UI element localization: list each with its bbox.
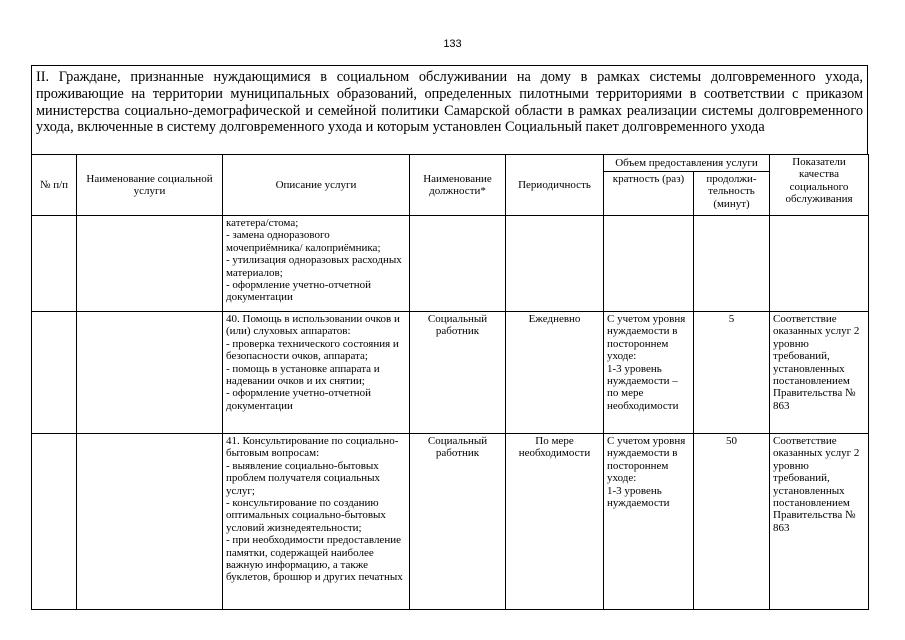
cell-num	[32, 312, 77, 434]
cell-position: Социальный работник	[410, 312, 506, 434]
description-line: - выявление социально-бытовых проблем получателя социальных услуг;	[226, 459, 381, 497]
description-line: - проверка технического состояния и безопасности очков, аппарата;	[226, 337, 399, 363]
description-line: - консультирование по созданию оптимальных социально-бытовых условий жизнедеятельности;	[226, 497, 386, 534]
header-position: Наименование должности*	[410, 155, 506, 216]
quality-line: Соответствие оказанных услуг 2 уровню требований, установленных постановлением Правительства № 863	[773, 313, 860, 412]
cell-periodicity: Ежедневно	[506, 312, 604, 434]
cell-quality	[770, 434, 869, 610]
cell-duration: 5	[694, 312, 770, 434]
cell-periodicity: По мере необходимости	[506, 434, 604, 610]
multiplicity-line: С учетом уровня нуждаемости в постороннем уходе:	[607, 313, 686, 363]
header-duration: продолжи-тельность (минут)	[694, 172, 770, 216]
header-quality: Показатели качества социального обслуживания	[770, 155, 869, 216]
cell-service-name	[77, 216, 223, 312]
header-row-1	[32, 155, 869, 172]
page-number: 133	[443, 38, 462, 50]
header-volume: Объем предоставления услуги	[604, 155, 770, 172]
cell-description	[223, 216, 410, 312]
table-row	[32, 216, 869, 312]
cell-description	[223, 312, 410, 434]
cell-multiplicity	[604, 312, 694, 434]
header-service-name: Наименование социальной услуги	[77, 155, 223, 216]
header-multiplicity: кратность (раз)	[604, 172, 694, 216]
description-line: - оформление учетно-отчетной документации	[226, 387, 372, 412]
cell-position	[410, 216, 506, 312]
cell-position: Социальный работник	[410, 434, 506, 610]
table-row	[32, 312, 869, 434]
header-description: Описание услуги	[223, 155, 410, 216]
description-line: - замена одноразового мочеприёмника/ калоприёмника;	[226, 229, 381, 254]
cell-quality	[770, 312, 869, 434]
quality-line: Соответствие оказанных услуг 2 уровню требований, установленных постановлением Правительства № 863	[773, 435, 860, 534]
cell-duration	[694, 216, 770, 312]
cell-multiplicity	[604, 434, 694, 610]
multiplicity-line: 1-3 уровень нуждаемости – по мере необходимости	[607, 362, 679, 412]
section-title: II. Граждане, признанные нуждающимися в социальном обслуживании на дому в рамках системы долговременного ухода, проживающие на территории муниципальных образований, определенных пилотными территориями в соответствии с приказом министерства социально-демографической и семейной политики Самарской области в рамках реализации системы долговременного ухода, включенные в систему долговременного ухода и которым установлен Социальный пакет долговременного ухода	[31, 65, 868, 154]
description-line: - утилизация одноразовых расходных материалов;	[226, 254, 402, 279]
cell-quality	[770, 216, 869, 312]
description-line: 40. Помощь в использовании очков и (или) слуховых аппаратов:	[226, 313, 400, 338]
multiplicity-line: С учетом уровня нуждаемости в постороннем уходе:	[607, 435, 686, 485]
cell-service-name	[77, 312, 223, 434]
services-table	[31, 154, 869, 610]
cell-service-name	[77, 434, 223, 610]
header-periodicity: Периодичность	[506, 155, 604, 216]
description-line: - помощь в установке аппарата и надевании очков и их снятии;	[226, 362, 380, 388]
table-row	[32, 434, 869, 610]
description-line: 41. Консультирование по социально-бытовым вопросам:	[226, 435, 399, 460]
header-num: № п/п	[32, 155, 77, 216]
description-line: катетера/стома;	[226, 217, 299, 229]
description-line: - оформление учетно-отчетной документации	[226, 279, 372, 304]
cell-num	[32, 434, 77, 610]
description-line: - при необходимости предоставление памятки, содержащей наиболее важную информацию, а также буклетов, брошюр и других печатных	[226, 534, 403, 584]
cell-description	[223, 434, 410, 610]
multiplicity-line: 1-3 уровень нуждаемости	[607, 484, 670, 510]
cell-multiplicity	[604, 216, 694, 312]
cell-periodicity	[506, 216, 604, 312]
cell-num	[32, 216, 77, 312]
cell-duration: 50	[694, 434, 770, 610]
